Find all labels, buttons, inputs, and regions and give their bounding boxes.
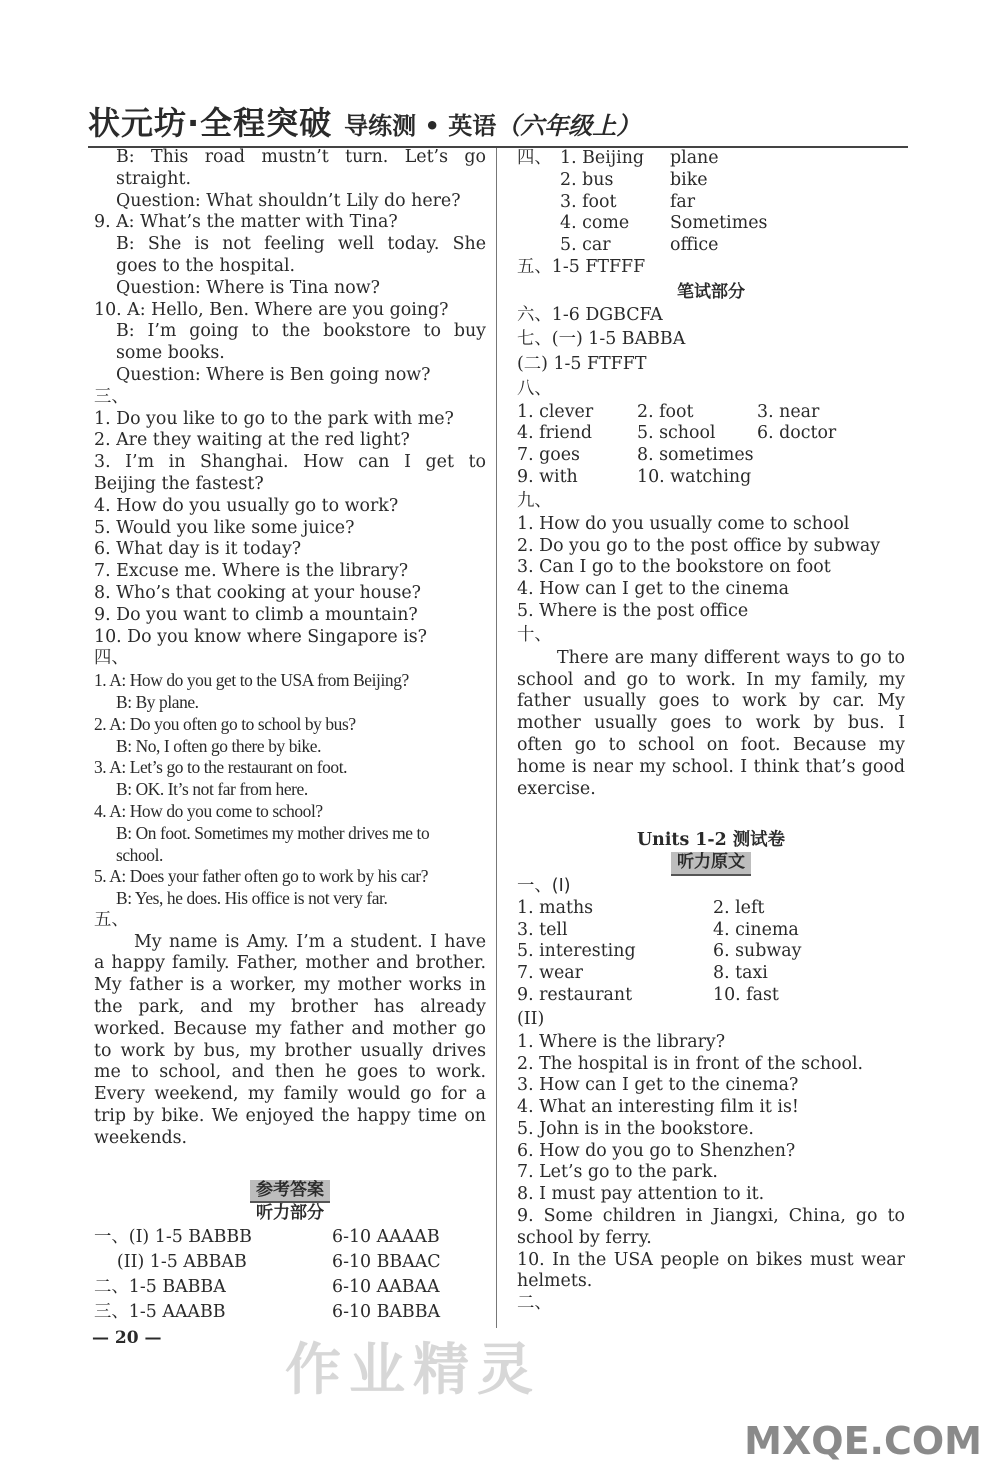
passage-line: exercise.	[517, 778, 596, 799]
answer-line: 七、(一) 1-5 BABBA	[517, 328, 686, 349]
answer-cell: 三、1-5 AAABB	[94, 1302, 226, 1323]
question-line: 9. Do you want to climb a mountain?	[94, 604, 418, 625]
word-match-list	[517, 148, 905, 257]
word-cell: 3. near	[757, 401, 820, 422]
word-cell: 3. tell	[517, 919, 568, 940]
page-header	[88, 98, 908, 144]
question-line: 2. Are they waiting at the red light?	[94, 430, 410, 451]
answer-cell: 一、(I) 1-5 BABBB	[94, 1227, 252, 1248]
answer-cell: 6-10 AABAA	[332, 1277, 440, 1298]
passage-line: Every weekend, my family would go for a	[94, 1084, 486, 1105]
grade-label: （六年级上）	[496, 111, 641, 140]
spacer	[517, 170, 560, 192]
passage-line: My father is a worker, my mother works in	[94, 975, 486, 996]
sentence-answers	[517, 514, 905, 623]
answer-row	[94, 1275, 486, 1300]
dialogue-line: some books.	[116, 343, 225, 364]
book-subtitle: 导练测 • 英语	[344, 112, 497, 140]
sentence-line: school by ferry.	[517, 1227, 652, 1248]
sentence-line: 1. Where is the library?	[517, 1031, 726, 1052]
answer-row	[94, 1225, 486, 1250]
answer-cell: 6-10 BBAAC	[332, 1252, 441, 1273]
dialogue-line: 2. A: Do you often go to school by bus?	[94, 713, 356, 734]
sentence-line: 9. Some children in Jiangxi, China, go to	[517, 1206, 905, 1227]
word-cell: 4. friend	[517, 423, 593, 444]
match-row	[517, 213, 905, 235]
word-cell: 10. watching	[637, 466, 752, 487]
word-cell: 8. sometimes	[637, 445, 754, 466]
dialogue-line: Question: Where is Ben going now?	[116, 364, 431, 385]
answer-key	[94, 1225, 486, 1325]
word-cell: 9. with	[517, 466, 578, 487]
section-heading: 四、	[94, 648, 129, 669]
word-cell: 5. school	[637, 423, 716, 444]
written-title: 笔试部分	[677, 281, 745, 302]
word-answer-grid	[517, 402, 905, 489]
answers-title: 参考答案	[250, 1180, 330, 1204]
dialogue-line: B: This road mustn’t turn. Let’s go	[116, 147, 486, 167]
answers-title-wrap	[94, 1180, 486, 1204]
match-row	[517, 148, 905, 170]
answer-cell: (II) 1-5 ABBAB	[94, 1252, 247, 1273]
answer-line: 六、1-6 DGBCFA	[517, 304, 663, 325]
word-cell: 7. wear	[517, 963, 583, 984]
section-heading: 九、	[517, 490, 552, 511]
sentence-line: 5. Where is the post office	[517, 600, 749, 621]
dialogue-line: school.	[116, 844, 163, 865]
passage-line: home is near my school. I think that’s good	[517, 756, 905, 777]
section-heading: 二、	[517, 1293, 552, 1314]
passage-line: mother usually goes to work by bus. I	[517, 713, 905, 734]
dialogue-line: straight.	[116, 168, 192, 189]
match-answer: bike	[670, 169, 708, 190]
passage-line: often go to school on foot. Because my	[517, 734, 905, 755]
section-heading: (II)	[517, 1008, 545, 1029]
section-3-list	[94, 409, 486, 649]
question-line: 8. Who’s that cooking at your house?	[94, 582, 421, 603]
passage-line: My name is Amy. I’m a student. I have	[134, 931, 486, 952]
answer-line: (二) 1-5 FTFFT	[517, 353, 647, 374]
section-4-dialogues	[94, 670, 486, 910]
script-title-wrap	[517, 852, 905, 876]
match-word: 2. bus	[560, 169, 614, 190]
script-title: 听力原文	[671, 852, 751, 876]
word-cell: 4. cinema	[713, 919, 799, 940]
passage-line: father usually goes to work by car. My	[517, 691, 905, 712]
word-cell: 2. foot	[637, 401, 694, 422]
word-row	[517, 423, 905, 445]
dialogue-line: 10. A: Hello, Ben. Where are you going?	[94, 299, 449, 320]
sentence-line: 5. John is in the bookstore.	[517, 1118, 754, 1139]
spacer	[517, 192, 560, 214]
writing-passage	[517, 648, 905, 801]
answer-row	[94, 1300, 486, 1325]
word-row	[517, 920, 905, 942]
word-cell: 8. taxi	[713, 963, 768, 984]
passage-line: the park, and my brother has already	[94, 997, 486, 1018]
match-answer: plane	[670, 148, 719, 168]
watermark: 作业精灵	[285, 1338, 541, 1403]
sentence-line: 3. Can I go to the bookstore on foot	[517, 557, 831, 578]
dialogue-line: B: On foot. Sometimes my mother drives me to	[116, 822, 430, 843]
listening-title: 听力部分	[256, 1203, 324, 1224]
word-cell: 7. goes	[517, 445, 580, 466]
left-column	[94, 147, 486, 1325]
section-heading: 八、	[517, 378, 552, 399]
question-line: 7. Excuse me. Where is the library?	[94, 561, 409, 582]
word-cell: 9. restaurant	[517, 984, 633, 1005]
dialogue-line: goes to the hospital.	[116, 255, 296, 276]
dialogue-line: 4. A: How do you come to school?	[94, 800, 323, 821]
dialogue-line: 3. A: Let’s go to the restaurant on foot.	[94, 757, 348, 778]
word-row	[517, 963, 905, 985]
question-line: 6. What day is it today?	[94, 539, 302, 560]
word-row	[517, 941, 905, 963]
unit-sentence-list	[517, 1032, 905, 1294]
word-cell: 2. left	[713, 897, 765, 918]
sentence-line: helmets.	[517, 1271, 593, 1292]
match-word: 4. come	[560, 213, 630, 234]
sentence-line: 10. In the USA people on bikes must wear	[517, 1249, 905, 1270]
section-heading: 十、	[517, 624, 552, 645]
match-answer: office	[670, 235, 719, 256]
match-word: 1. Beijing	[560, 148, 645, 168]
answer-cell: 6-10 BABBA	[332, 1302, 441, 1323]
sentence-line: 8. I must pay attention to it.	[517, 1184, 765, 1205]
dialogue-line: 5. A: Does your father often go to work by his car?	[94, 866, 429, 887]
word-row	[517, 467, 905, 489]
passage-line: to work by bus, my brother usually drives	[94, 1040, 486, 1061]
word-row	[517, 402, 905, 424]
dialogue-line: B: Yes, he does. His office is not very far.	[116, 888, 388, 909]
section-heading: 三、	[94, 386, 129, 407]
passage-line: trip by bike. We enjoyed the happy time on	[94, 1106, 486, 1127]
question-line: 4. How do you usually go to work?	[94, 495, 399, 516]
passage-line: There are many different ways to go to	[557, 647, 905, 668]
question-line: 10. Do you know where Singapore is?	[94, 626, 428, 647]
site-watermark: MXQE.COM	[744, 1419, 982, 1463]
word-cell: 6. subway	[713, 941, 802, 962]
section-heading: 一、(I)	[517, 875, 571, 896]
question-line: 3. I’m in Shanghai. How can I get to	[94, 452, 486, 473]
passage-line: me to school, and then he goes to work.	[94, 1062, 486, 1083]
word-cell: 1. clever	[517, 401, 594, 422]
sentence-line: 3. How can I get to the cinema?	[517, 1075, 799, 1096]
sentence-line: 6. How do you go to Shenzhen?	[517, 1140, 796, 1161]
right-column	[517, 148, 905, 1315]
sentence-line: 2. Do you go to the post office by subway	[517, 535, 881, 556]
question-line: Beijing the fastest?	[94, 473, 264, 494]
passage-line: a happy family. Father, mother and brother.	[94, 953, 486, 974]
dialogue-line: B: OK. It’s not far from here.	[116, 779, 308, 800]
dialogue-line: B: I’m going to the bookstore to buy	[116, 321, 486, 342]
answer-line: 五、1-5 FTFFF	[517, 256, 646, 277]
sentence-line: 1. How do you usually come to school	[517, 513, 850, 534]
sentence-line: 4. What an interesting film it is!	[517, 1097, 799, 1118]
word-cell	[757, 445, 905, 467]
word-row	[517, 898, 905, 920]
dialogue-line: Question: What shouldn’t Lily do here?	[116, 190, 461, 211]
word-row	[517, 445, 905, 467]
match-row	[517, 192, 905, 214]
word-cell	[757, 467, 905, 489]
word-row	[517, 985, 905, 1007]
spacer	[517, 235, 560, 257]
dialogue-line: 1. A: How do you get to the USA from Beijing?	[94, 670, 409, 691]
dialogue-line: B: No, I often go there by bike.	[116, 735, 322, 756]
match-word: 3. foot	[560, 191, 617, 212]
dialogue-block	[94, 147, 486, 387]
dialogue-line: Question: Where is Tina now?	[116, 277, 380, 298]
word-cell: 10. fast	[713, 984, 779, 1005]
column-divider	[496, 148, 497, 1328]
unit-test-title: Units 1-2 测试卷	[637, 830, 785, 851]
spacer	[517, 213, 560, 235]
word-cell: 6. doctor	[757, 423, 837, 444]
sentence-line: 4. How can I get to the cinema	[517, 579, 789, 600]
answer-row	[94, 1250, 486, 1275]
section-heading: 四、	[517, 148, 552, 168]
spacer	[517, 148, 560, 170]
match-row	[517, 235, 905, 257]
word-cell: 5. interesting	[517, 941, 636, 962]
question-line: 1. Do you like to go to the park with me?	[94, 408, 454, 429]
page-number: — 20 —	[92, 1328, 162, 1348]
dialogue-line: 9. A: What’s the matter with Tina?	[94, 212, 398, 233]
match-answer: far	[670, 191, 696, 212]
sentence-line: 7. Let’s go to the park.	[517, 1162, 718, 1183]
dialogue-line: B: By plane.	[116, 691, 199, 712]
section-5-passage	[94, 932, 486, 1150]
passage-line: worked. Because my father and mother go	[94, 1018, 486, 1039]
sentence-line: 2. The hospital is in front of the school.	[517, 1053, 864, 1074]
answer-cell: 6-10 AAAAB	[332, 1227, 440, 1248]
passage-line: school and go to work. In my family, my	[517, 669, 905, 690]
match-word: 5. car	[560, 235, 611, 256]
brand-title: 状元坊·全程突破	[88, 104, 333, 142]
match-row	[517, 170, 905, 192]
match-answer: Sometimes	[670, 213, 768, 234]
dialogue-line: B: She is not feeling well today. She	[116, 234, 486, 255]
question-line: 5. Would you like some juice?	[94, 517, 355, 538]
passage-line: weekends.	[94, 1127, 188, 1148]
unit-word-grid	[517, 898, 905, 1007]
word-cell: 1. maths	[517, 897, 594, 918]
section-heading: 五、	[94, 909, 129, 930]
answer-cell: 二、1-5 BABBA	[94, 1277, 226, 1298]
